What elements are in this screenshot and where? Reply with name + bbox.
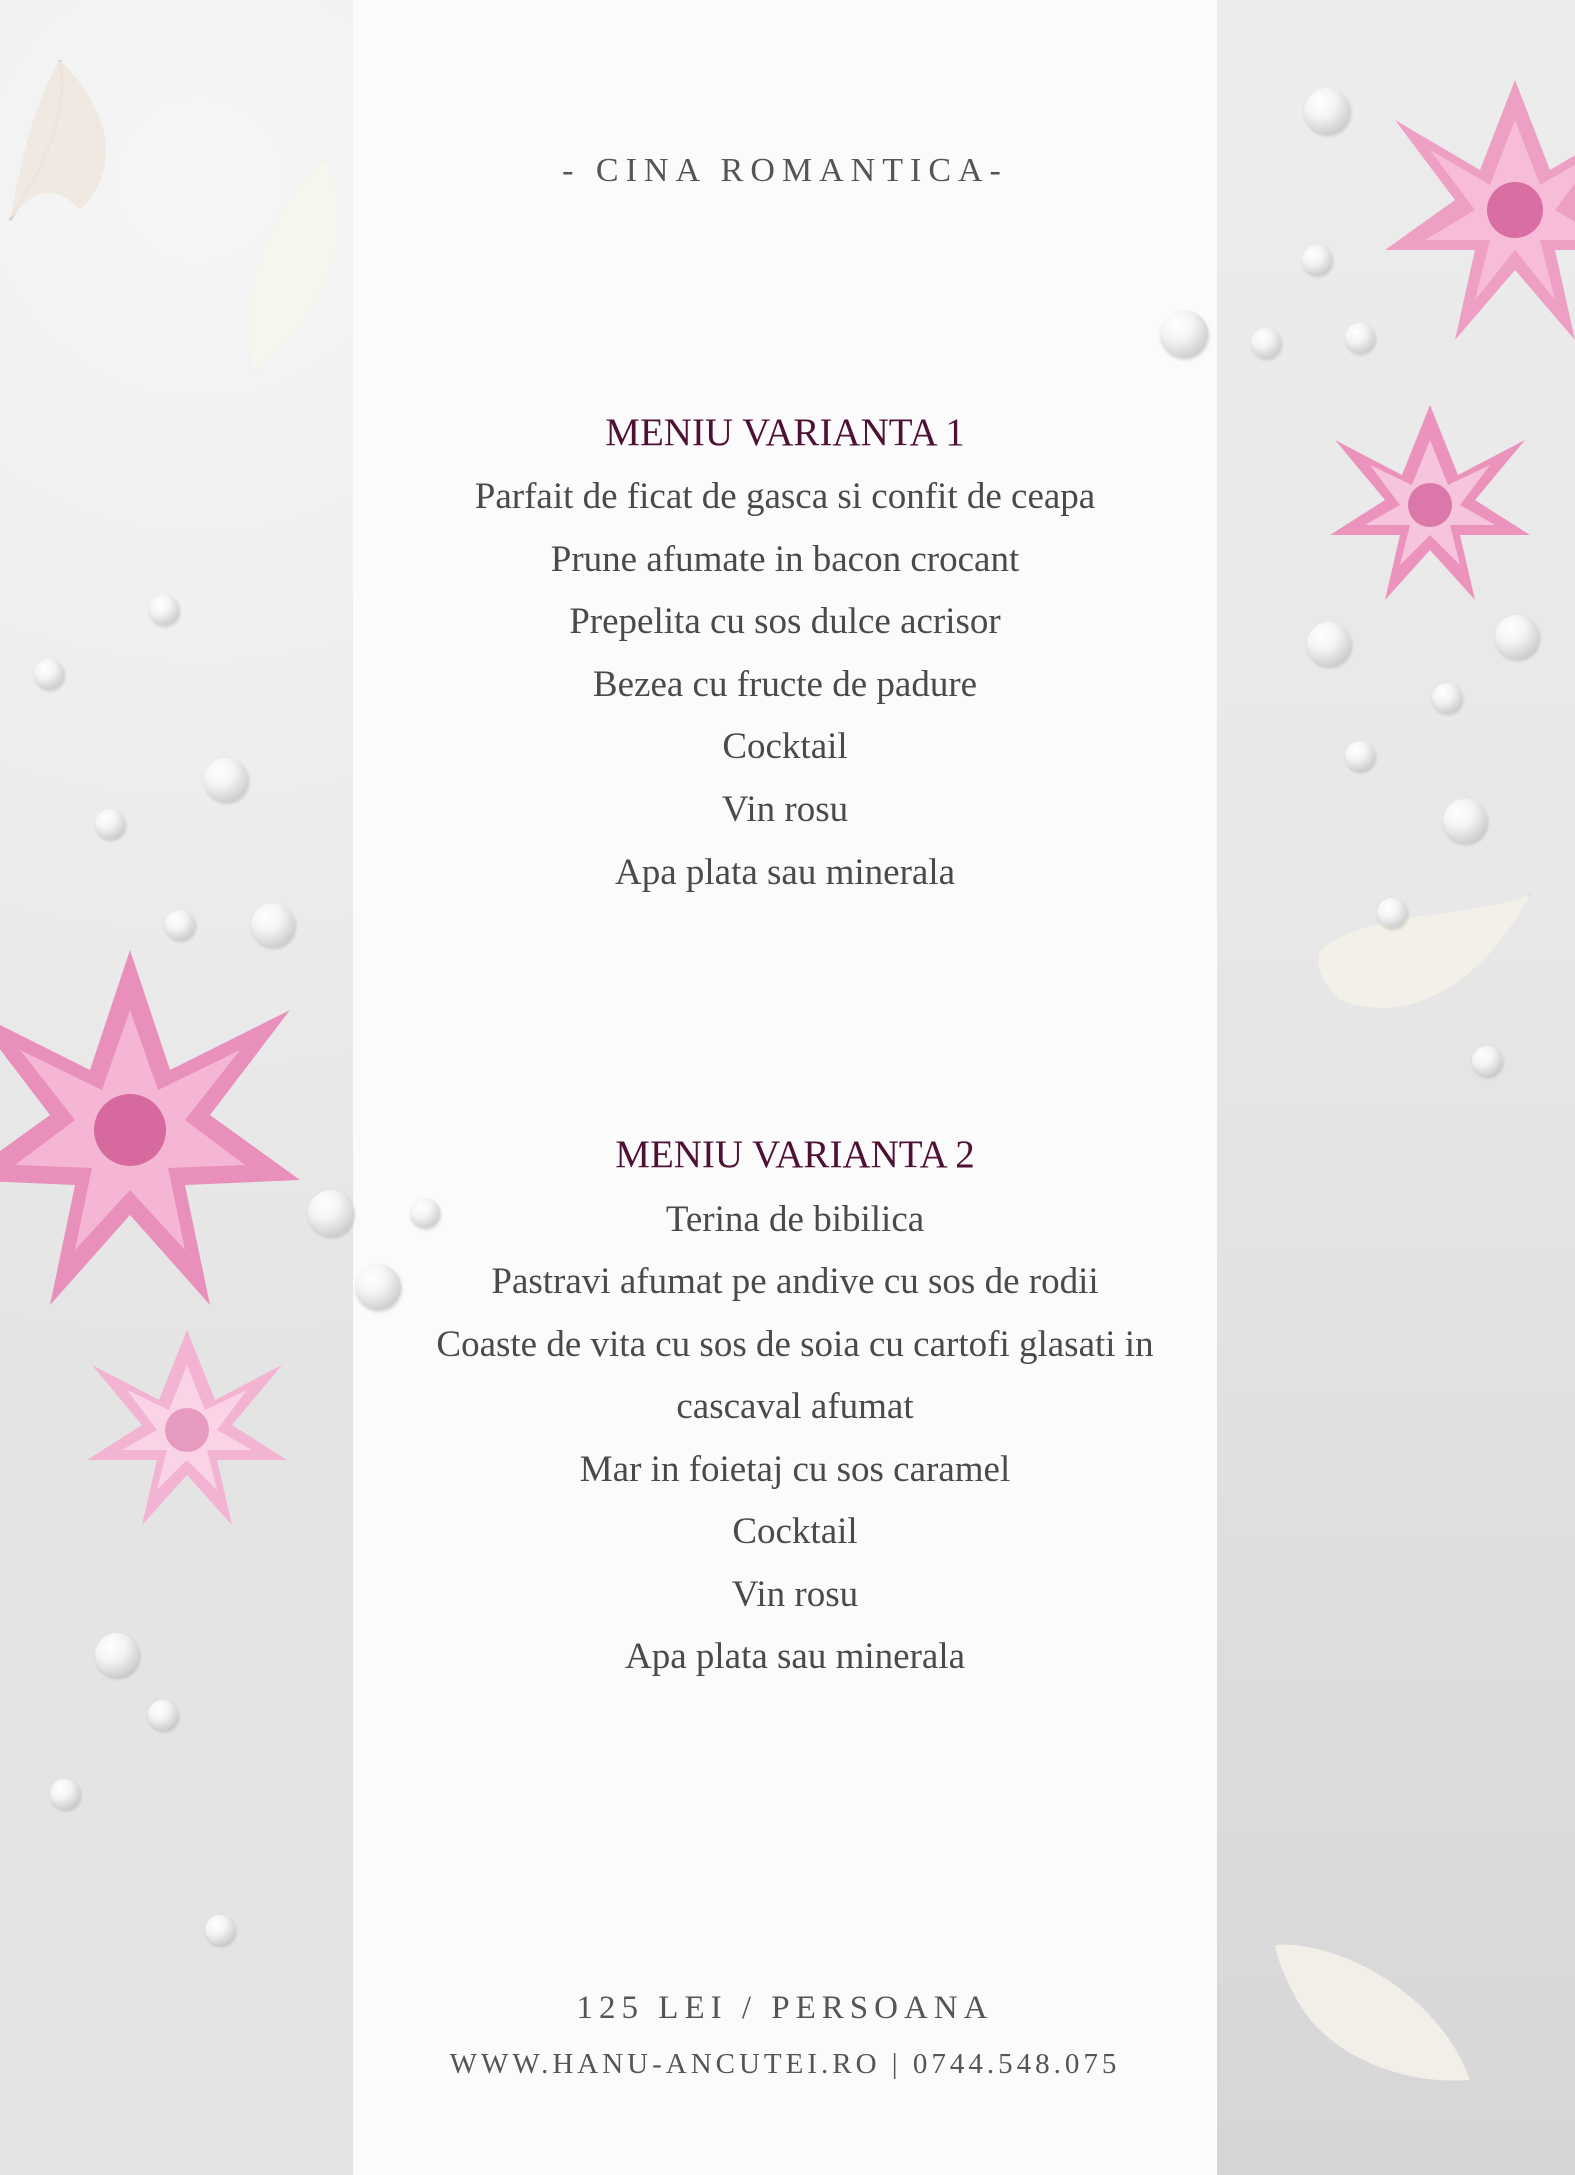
menu-panel [353,0,1217,2175]
feather-icon [1310,890,1540,1040]
pink-bow-icon [0,940,300,1320]
price-label: 125 LEI / PERSOANA [576,1990,994,2026]
page-title: - CINA ROMANTICA- [562,152,1008,189]
menu-1-item: Prune afumate in bacon crocant [550,539,1020,580]
pearl-icon [1432,683,1462,713]
pearl-icon [95,1633,139,1677]
pearl-icon [50,1779,80,1809]
pearl-icon [1307,622,1351,666]
pearl-icon [1345,323,1375,353]
pearl-icon [1302,245,1332,275]
pearl-icon [34,659,64,689]
pearl-icon [1304,88,1350,134]
menu-2-item: cascaval afumat [676,1386,914,1427]
pearl-icon [1443,799,1487,843]
feather-icon [225,150,355,380]
pearl-icon [95,809,125,839]
pink-bow-icon [1320,400,1540,610]
pearl-icon [148,1700,178,1730]
feather-icon [1270,1935,1480,2085]
pearl-icon [308,1190,354,1236]
pearl-icon [1495,615,1539,659]
pink-bow-icon [80,1325,295,1535]
menu-2-item: Pastravi afumat pe andive cu sos de rodii [491,1261,1099,1302]
menu-1-item: Cocktail [722,726,848,767]
pearl-icon [251,903,295,947]
menu-1-item: Prepelita cu sos dulce acrisor [569,601,1001,642]
menu-2-item: Terina de bibilica [665,1199,925,1240]
menu-1-title: MENIU VARIANTA 1 [605,411,965,454]
pink-bow-icon [1365,40,1575,410]
menu-2-item: Cocktail [732,1511,858,1552]
pearl-icon [1251,328,1281,358]
menu-1-item: Vin rosu [721,789,849,830]
pearl-icon [165,910,195,940]
pearl-icon [1472,1046,1502,1076]
menu-1-item: Bezea cu fructe de padure [592,664,978,705]
menu-2-item: Mar in foietaj cu sos caramel [579,1449,1011,1490]
pearl-icon [1160,310,1208,358]
menu-2-item: Apa plata sau minerala [624,1636,966,1677]
menu-2-item: Vin rosu [731,1574,859,1615]
menu-1-item: Parfait de ficat de gasca si confit de ceapa [474,476,1096,517]
pearl-icon [205,1915,235,1945]
feather-icon [0,40,160,240]
contact-line: WWW.HANU-ANCUTEI.RO | 0744.548.075 [449,2048,1121,2080]
pearl-icon [149,595,179,625]
pearl-icon [204,758,248,802]
menu-2-title: MENIU VARIANTA 2 [615,1133,975,1176]
pearl-icon [1377,898,1407,928]
menu-2-item: Coaste de vita cu sos de soia cu cartofi glasati in [436,1324,1154,1365]
pearl-icon [1345,741,1375,771]
menu-1-item: Apa plata sau minerala [614,852,956,893]
